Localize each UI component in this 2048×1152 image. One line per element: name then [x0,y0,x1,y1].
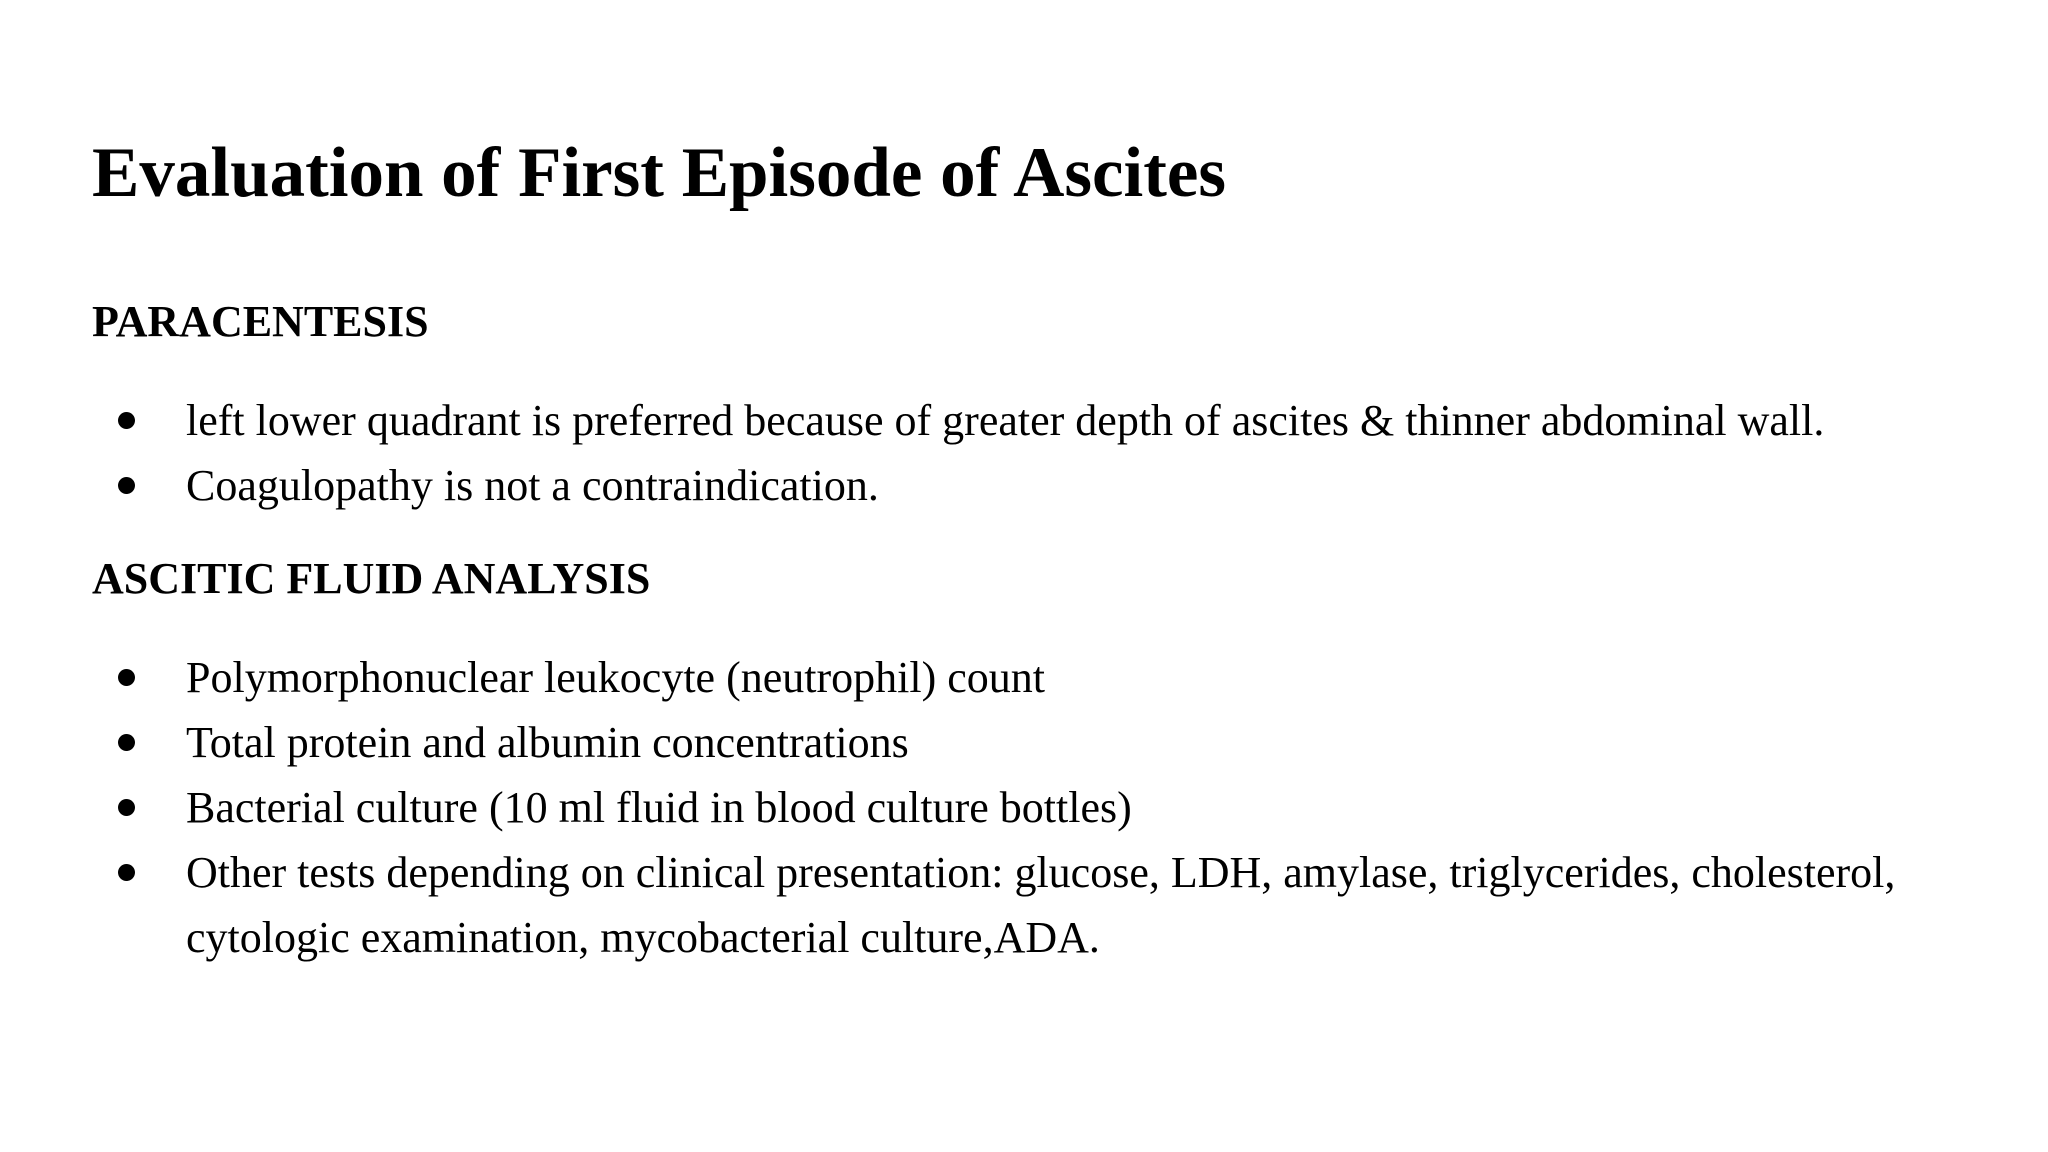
bullet-text: Polymorphonuclear leukocyte (neutrophil) count [186,653,1045,702]
bullet-dot-icon [118,799,135,816]
bullet-text: Bacterial culture (10 ml fluid in blood culture bottles) [186,783,1132,832]
paracentesis-bullet-list [0,388,2048,518]
list-item [0,710,1966,775]
list-item [0,775,1966,840]
slide-title: Evaluation of First Episode of Ascites [92,134,1227,212]
list-item [0,388,1966,453]
bullet-dot-icon [118,864,135,881]
bullet-dot-icon [118,412,135,429]
bullet-dot-icon [118,477,135,494]
ascitic-fluid-bullet-list [0,645,2048,970]
bullet-text: Other tests depending on clinical presentation: glucose, LDH, amylase, triglycerides, cholesterol, cytologic examination, mycobacterial culture,ADA. [186,848,1896,962]
bullet-dot-icon [118,669,135,686]
bullet-text: left lower quadrant is preferred because of greater depth of ascites & thinner abdominal wall. [186,396,1825,445]
section-heading-paracentesis: PARACENTESIS [92,297,429,346]
bullet-text: Total protein and albumin concentrations [186,718,909,767]
bullet-dot-icon [118,734,135,751]
list-item [0,645,1966,710]
list-item [0,840,1966,970]
section-heading-ascitic-fluid-analysis: ASCITIC FLUID ANALYSIS [92,554,651,603]
list-item [0,453,1966,518]
bullet-text: Coagulopathy is not a contraindication. [186,461,879,510]
